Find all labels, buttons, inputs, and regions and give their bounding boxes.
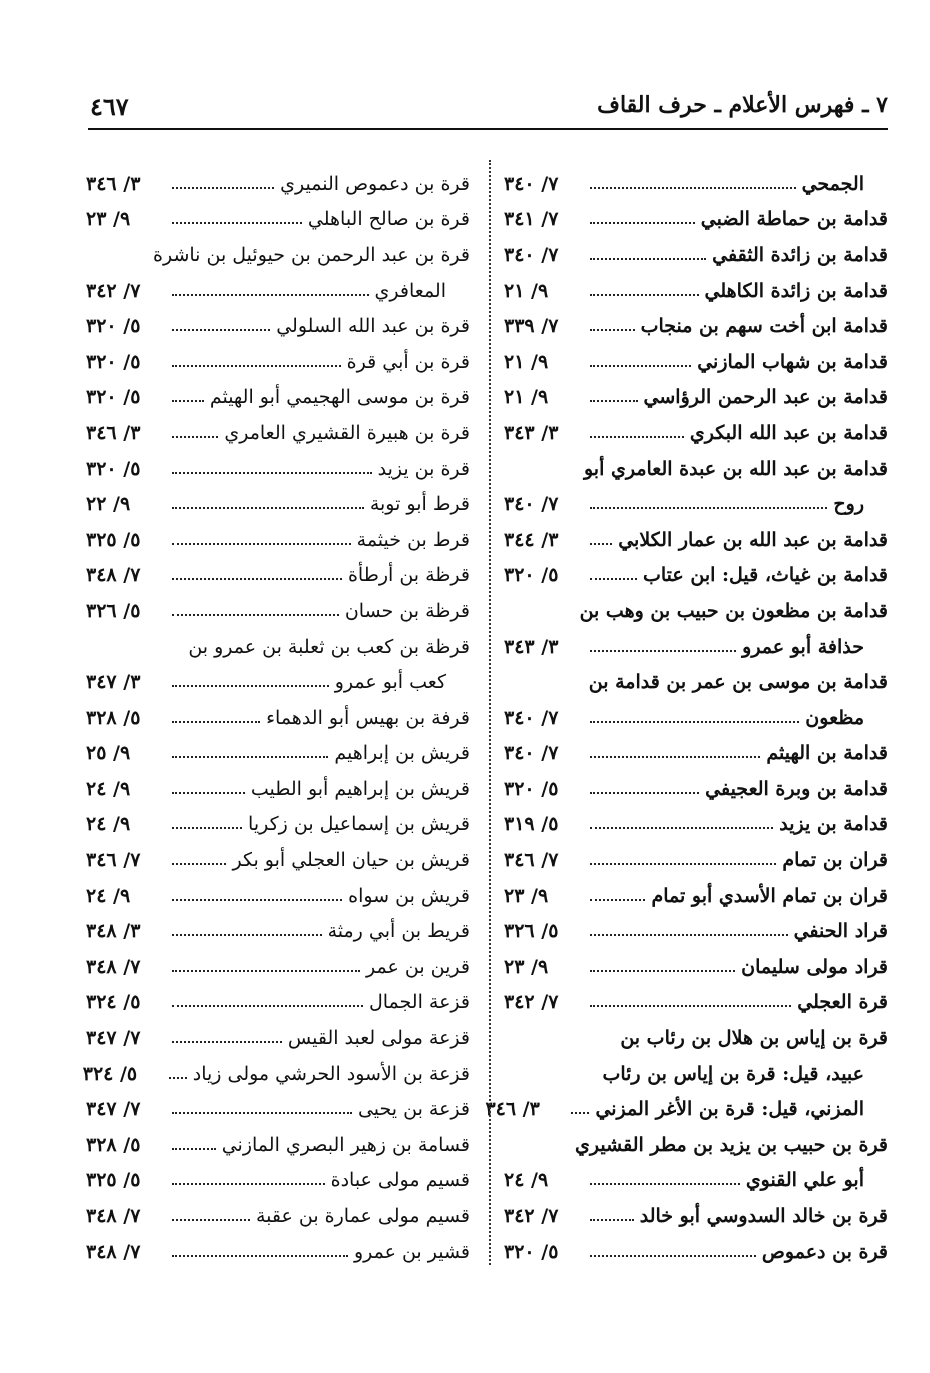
entry-reference: ٧/ ٣٣٩ — [504, 315, 559, 338]
index-entry — [500, 1234, 888, 1270]
dot-leader — [590, 543, 612, 545]
dot-leader — [172, 792, 245, 794]
dot-leader — [590, 578, 637, 580]
index-entry — [500, 451, 888, 487]
index-entry — [500, 842, 888, 878]
entry-reference: ٧/ ٣٤٠ — [504, 243, 559, 266]
index-entry — [500, 629, 888, 665]
index-entry — [82, 273, 470, 309]
entry-name: الجمحي — [801, 172, 864, 195]
index-entry — [500, 237, 888, 273]
entry-name: قريش بن إسماعيل بن زكريا — [248, 813, 470, 836]
index-entry — [500, 913, 888, 949]
entry-name: قريط بن أبي رمثة — [327, 920, 470, 943]
entry-name: قدامة بن عبد الرحمن الرؤاسي — [643, 386, 888, 409]
entry-name: قرة بن يزيد — [377, 457, 470, 480]
entry-reference: ٩/ ٢٣ — [504, 955, 549, 978]
index-entry — [82, 380, 470, 416]
column-divider — [489, 160, 491, 1265]
index-entry — [82, 1127, 470, 1163]
entry-reference: ٩/ ٢٤ — [504, 1169, 549, 1192]
dot-leader — [172, 578, 342, 580]
entry-name: قدامة بن غياث، قيل: ابن عتاب — [643, 564, 888, 587]
entry-reference: ٧/ ٣٤٧ — [86, 1027, 141, 1050]
index-entry — [82, 878, 470, 914]
dot-leader — [590, 792, 699, 794]
dot-leader — [590, 258, 706, 260]
dot-leader — [590, 365, 691, 367]
entry-name: قزعة بن يحيى — [357, 1098, 470, 1121]
entry-reference: ٥/ ٣٢٠ — [86, 315, 141, 338]
entry-reference: ٧/ ٣٤٨ — [86, 955, 141, 978]
index-entry — [500, 878, 888, 914]
entry-name: قسيم مولى عمارة بن عقبة — [255, 1205, 470, 1228]
entry-reference: ٣/ ٣٤٦ — [86, 421, 141, 444]
index-entry — [500, 1127, 888, 1163]
dot-leader — [590, 507, 827, 509]
index-entry — [500, 1020, 888, 1056]
index-entry — [500, 949, 888, 985]
entry-name: قدامة بن موسى بن عمر بن قدامة بن — [588, 671, 888, 694]
dot-leader — [590, 1183, 740, 1185]
entry-name: حذافة أبو عمرو — [742, 635, 864, 658]
entry-reference: ٥/ ٣٢٦ — [504, 920, 559, 943]
entry-reference: ٧/ ٣٤٠ — [504, 706, 559, 729]
index-column-right — [485, 166, 888, 1269]
entry-reference: ٧/ ٣٤٢ — [504, 991, 559, 1014]
entry-reference: ٩/ ٢٥ — [86, 742, 131, 765]
index-entry — [500, 1198, 888, 1234]
entry-reference: ٧/ ٣٤٢ — [504, 1205, 559, 1228]
index-entry — [82, 202, 470, 238]
entry-reference: ٣/ ٣٤٧ — [86, 671, 141, 694]
index-entry — [82, 308, 470, 344]
index-entry — [82, 1056, 470, 1092]
entry-reference: ٣/ ٣٤٦ — [86, 172, 141, 195]
dot-leader — [590, 863, 776, 865]
index-entry — [500, 522, 888, 558]
dot-leader — [172, 899, 342, 901]
dot-leader — [590, 827, 773, 829]
dot-leader — [590, 294, 699, 296]
entry-name: قريش بن إبراهيم — [334, 742, 470, 765]
index-entry — [82, 486, 470, 522]
entry-reference: ٩/ ٢٢ — [86, 493, 131, 516]
index-entry — [500, 273, 888, 309]
index-entry — [500, 593, 888, 629]
index-entry — [82, 237, 470, 273]
entry-reference: ٥/ ٣٢٠ — [86, 386, 141, 409]
entry-reference: ٧/ ٣٤٢ — [86, 279, 141, 302]
index-entry — [82, 166, 470, 202]
entry-reference: ٥/ ٣٢٨ — [86, 1133, 141, 1156]
index-entry — [82, 1020, 470, 1056]
dot-leader — [172, 756, 328, 758]
dot-leader — [172, 1255, 348, 1257]
entry-name: كعب أبو عمرو — [334, 671, 446, 694]
dot-leader — [172, 934, 322, 936]
entry-name: قرة بن دعموص النميري — [280, 172, 470, 195]
entry-name: عبيد، قيل: قرة بن إياس بن رئاب — [602, 1062, 864, 1085]
entry-name: قشير بن عمرو — [353, 1240, 470, 1263]
entry-reference: ٥/ ٣١٩ — [504, 813, 559, 836]
index-entry — [82, 913, 470, 949]
entry-name: مظعون — [805, 706, 864, 729]
dot-leader — [172, 721, 260, 723]
entry-reference: ٧/ ٣٤٠ — [504, 493, 559, 516]
entry-name: قرة العجلي — [797, 991, 888, 1014]
entry-reference: ٣/ ٣٤٣ — [504, 421, 559, 444]
entry-name: قرة بن أبي قرة — [346, 350, 470, 373]
dot-leader — [172, 1219, 250, 1221]
entry-name: قرة بن صالح الباهلي — [307, 208, 470, 231]
entry-reference: ٩/ ٢٤ — [86, 884, 131, 907]
entry-reference: ٧/ ٣٤٦ — [86, 849, 141, 872]
entry-name: قران بن تمام الأسدي أبو تمام — [651, 884, 888, 907]
index-entry — [82, 1234, 470, 1270]
index-entry — [82, 629, 470, 665]
entry-name: قرظة بن كعب بن ثعلبة بن عمرو بن — [188, 635, 470, 658]
dot-leader — [172, 827, 242, 829]
entry-reference: ٥/ ٣٢٥ — [86, 1169, 141, 1192]
entry-name: قسامة بن زهير البصري المازني — [221, 1133, 470, 1156]
index-entry — [82, 736, 470, 772]
entry-reference: ٩/ ٢١ — [504, 386, 549, 409]
dot-leader — [172, 472, 372, 474]
entry-reference: ٣/ ٣٤٤ — [504, 528, 559, 551]
index-entry — [500, 1163, 888, 1199]
entry-name: قريش بن حيان العجلي أبو بكر — [232, 849, 470, 872]
dot-leader — [172, 1183, 325, 1185]
entry-name: قريش بن إبراهيم أبو الطيب — [250, 777, 470, 800]
entry-name: المعافري — [374, 279, 446, 302]
entry-reference: ٥/ ٣٢٠ — [86, 350, 141, 373]
entry-name: قزعة مولى لعبد القيس — [287, 1027, 470, 1050]
index-entry — [82, 451, 470, 487]
index-entry — [82, 1198, 470, 1234]
dot-leader — [590, 721, 799, 723]
index-entry — [500, 985, 888, 1021]
running-title: ٧ ـ فهرس الأعلام ـ حرف القاف — [597, 92, 888, 118]
dot-leader — [590, 329, 635, 331]
dot-leader — [172, 507, 364, 509]
entry-name: قدامة بن عبد الله بن عمار الكلابي — [618, 528, 888, 551]
entry-name: قدامة بن مظعون بن حبيب بن وهب بن — [579, 599, 888, 622]
entry-reference: ٥/ ٣٢٠ — [504, 1240, 559, 1263]
entry-reference: ٧/ ٣٤٨ — [86, 564, 141, 587]
entry-name: قدامة بن وبرة العجيفي — [705, 777, 888, 800]
index-entry — [485, 1091, 888, 1127]
entry-reference: ٥/ ٣٢٦ — [86, 599, 141, 622]
dot-leader — [172, 970, 360, 972]
index-entry — [82, 807, 470, 843]
index-entry — [500, 771, 888, 807]
entry-name: قدامة بن زائدة الثقفي — [712, 243, 888, 266]
entry-name: قسيم مولى عبادة — [330, 1169, 470, 1192]
entry-reference: ٩/ ٢٣ — [86, 208, 131, 231]
dot-leader — [172, 1112, 352, 1114]
dot-leader — [571, 1112, 589, 1114]
entry-name: قرظة بن أرطأة — [347, 564, 470, 587]
dot-leader — [590, 1005, 791, 1007]
dot-leader — [590, 1219, 634, 1221]
entry-name: قرط بن خيثمة — [356, 528, 470, 551]
entry-reference: ٧/ ٣٤١ — [504, 208, 559, 231]
entry-reference: ٩/ ٢١ — [504, 279, 549, 302]
dot-leader — [172, 1005, 363, 1007]
dot-leader — [590, 1255, 756, 1257]
entry-name: قرة بن إياس بن هلال بن رئاب بن — [620, 1027, 888, 1050]
entry-reference: ٥/ ٣٢٥ — [86, 528, 141, 551]
index-entry — [500, 664, 888, 700]
index-entry — [500, 736, 888, 772]
entry-name: قران بن تمام — [782, 849, 888, 872]
entry-name: أبو علي القنوي — [745, 1169, 864, 1192]
page-number: ٤٦٧ — [90, 92, 129, 121]
index-entry — [82, 1163, 470, 1199]
dot-leader — [590, 650, 736, 652]
entry-name: قرط أبو توبة — [369, 493, 470, 516]
index-entry — [82, 985, 470, 1021]
entry-name: قدامة ابن أخت سهم بن منجاب — [640, 315, 888, 338]
entry-name: قدامة بن حماطة الضبي — [700, 208, 888, 231]
dot-leader — [172, 614, 339, 616]
entry-name: قدامة بن الهيثم — [766, 742, 888, 765]
entry-name: قرفة بن بهيس أبو الدهماء — [266, 706, 470, 729]
index-entry — [500, 344, 888, 380]
entry-name: قدامة بن عبد الله بن عبدة العامري أبو — [583, 457, 888, 480]
dot-leader — [590, 400, 638, 402]
entry-name: المزني، قيل: قرة بن الأغر المزني — [595, 1098, 864, 1121]
page-header — [88, 88, 888, 130]
entry-name: قرة بن عبد الرحمن بن حيوئيل بن ناشرة — [153, 243, 470, 266]
entry-reference: ٥/ ٣٢٠ — [504, 777, 559, 800]
entry-reference: ٥/ ٣٢٤ — [86, 991, 141, 1014]
entry-name: قدامة بن زائدة الكاهلي — [704, 279, 888, 302]
index-entry — [500, 1056, 888, 1092]
index-entry — [82, 949, 470, 985]
index-entry — [500, 415, 888, 451]
entry-reference: ٥/ ٣٢٤ — [82, 1062, 138, 1085]
entry-reference: ٣/ ٣٤٨ — [86, 920, 141, 943]
dot-leader — [172, 685, 329, 687]
entry-reference: ٣/ ٣٤٣ — [504, 635, 559, 658]
dot-leader — [172, 294, 369, 296]
index-entry — [82, 1091, 470, 1127]
dot-leader — [590, 222, 695, 224]
entry-name: قريش بن سواه — [348, 884, 470, 907]
entry-name: قرظة بن حسان — [344, 599, 470, 622]
index-entry — [500, 700, 888, 736]
index-entry — [82, 415, 470, 451]
index-entry — [500, 380, 888, 416]
entry-name: قرة بن عبد الله السلولي — [276, 315, 470, 338]
dot-leader — [172, 863, 226, 865]
dot-leader — [590, 436, 684, 438]
entry-reference: ٩/ ٢٤ — [86, 777, 131, 800]
entry-name: قراد مولى سليمان — [741, 955, 888, 978]
index-entry — [82, 344, 470, 380]
index-entry — [82, 593, 470, 629]
index-entry — [82, 522, 470, 558]
index-entry — [500, 202, 888, 238]
index-entry — [500, 486, 888, 522]
entry-reference: ٩/ ٢٤ — [86, 813, 131, 836]
dot-leader — [590, 934, 788, 936]
entry-name: قزعة الجمال — [368, 991, 470, 1014]
entry-reference: ٧/ ٣٤٧ — [86, 1098, 141, 1121]
dot-leader — [172, 1148, 216, 1150]
entry-reference: ٧/ ٣٤٦ — [504, 849, 559, 872]
dot-leader — [172, 222, 302, 224]
entry-reference: ٧/ ٣٤٠ — [504, 172, 559, 195]
dot-leader — [172, 400, 204, 402]
dot-leader — [590, 970, 735, 972]
index-column-left — [82, 166, 470, 1269]
dot-leader — [590, 899, 645, 901]
index-entry — [82, 664, 470, 700]
entry-name: روح — [833, 493, 864, 516]
dot-leader — [172, 436, 218, 438]
entry-reference: ٥/ ٣٢٠ — [86, 457, 141, 480]
entry-name: قدامة بن عبد الله البكري — [689, 421, 888, 444]
entry-name: قرة بن حبيب بن يزيد بن مطر القشيري — [575, 1133, 888, 1156]
index-entry — [82, 771, 470, 807]
entry-reference: ٣/ ٣٤٦ — [485, 1098, 540, 1121]
entry-reference: ٧/ ٣٤٠ — [504, 742, 559, 765]
index-entry — [500, 166, 888, 202]
dot-leader — [172, 329, 270, 331]
dot-leader — [172, 1041, 282, 1043]
entry-reference: ٩/ ٢٣ — [504, 884, 549, 907]
entry-reference: ٥/ ٣٢٨ — [86, 706, 141, 729]
dot-leader — [590, 756, 760, 758]
entry-name: قزعة بن الأسود الحرشي مولى زياد — [192, 1062, 470, 1085]
entry-reference: ٧/ ٣٤٨ — [86, 1205, 141, 1228]
entry-name: قدامة بن شهاب المازني — [697, 350, 888, 373]
entry-name: قرة بن هبيرة القشيري العامري — [224, 421, 470, 444]
entry-name: قدامة بن يزيد — [779, 813, 888, 836]
index-entry — [500, 558, 888, 594]
dot-leader — [172, 365, 341, 367]
index-entry — [82, 700, 470, 736]
entry-name: قراد الحنفي — [793, 920, 888, 943]
entry-name: قرة بن موسى الهجيمي أبو الهيثم — [209, 386, 470, 409]
dot-leader — [590, 187, 796, 189]
entry-name: قرة بن خالد السدوسي أبو خالد — [639, 1205, 888, 1228]
dot-leader — [169, 1077, 187, 1079]
index-entry — [500, 807, 888, 843]
index-entry — [82, 842, 470, 878]
entry-name: قرين بن عمر — [366, 955, 470, 978]
dot-leader — [172, 187, 274, 189]
entry-reference: ٩/ ٢١ — [504, 350, 549, 373]
dot-leader — [172, 543, 351, 545]
entry-name: قرة بن دعموص — [761, 1240, 888, 1263]
entry-reference: ٥/ ٣٢٠ — [504, 564, 559, 587]
index-entry — [82, 558, 470, 594]
entry-reference: ٧/ ٣٤٨ — [86, 1240, 141, 1263]
index-entry — [500, 308, 888, 344]
